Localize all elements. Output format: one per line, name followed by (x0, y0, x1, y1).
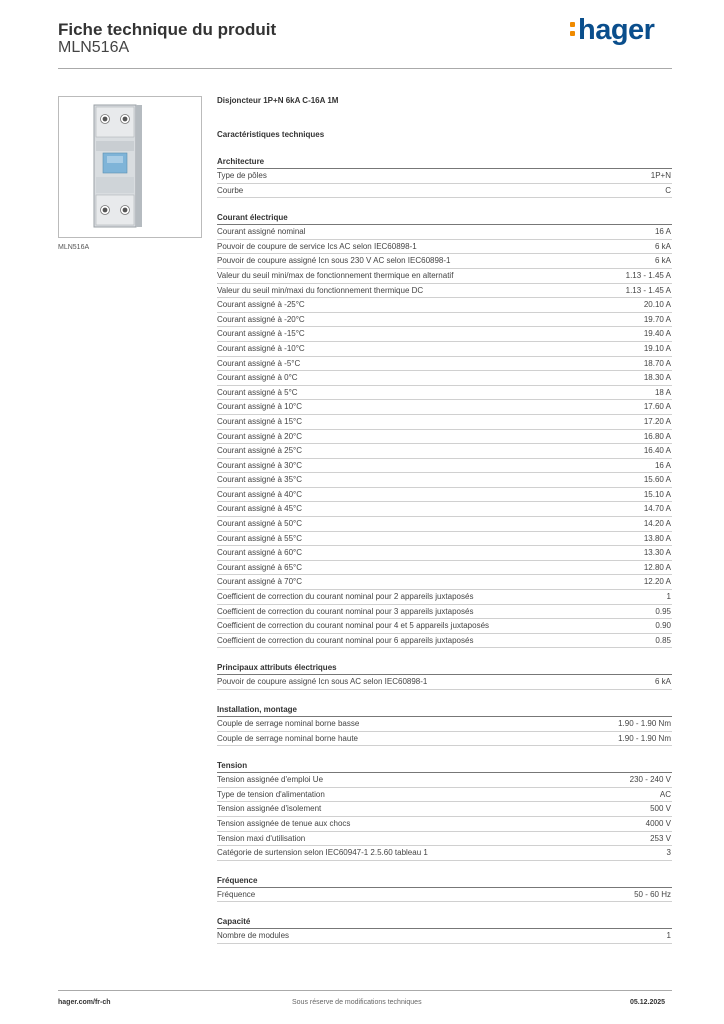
spec-row (217, 802, 672, 817)
spec-label: Valeur du seuil mini/max de fonctionnement thermique en alternatif (217, 270, 454, 280)
spec-value: 17.60 A (643, 402, 671, 412)
spec-value: 253 V (650, 833, 671, 843)
footer-divider (58, 990, 672, 991)
spec-label: Coefficient de correction du courant nominal pour 4 et 5 appareils juxtaposés (217, 621, 490, 631)
logo-mark-icon (570, 14, 576, 40)
spec-row (217, 832, 672, 847)
spec-value: 20.10 A (643, 300, 671, 310)
spec-label: Type de pôles (217, 171, 267, 180)
spec-label: Coefficient de correction du courant nominal pour 2 appareils juxtaposés (217, 592, 474, 602)
spec-label: Courant assigné à -25°C (217, 300, 305, 310)
spec-value: 0.85 (655, 635, 671, 645)
spec-label: Coefficient de correction du courant nominal pour 3 appareils juxtaposés (217, 606, 474, 616)
spec-label: Courant assigné à 15°C (217, 416, 303, 426)
spec-label: Courant assigné à 40°C (217, 489, 303, 499)
spec-value: 1.90 - 1.90 Nm (618, 733, 671, 743)
spec-row (217, 634, 672, 649)
spec-value: 500 V (650, 804, 671, 814)
section-title: Architecture (217, 157, 672, 169)
spec-label: Courant assigné à 45°C (217, 504, 303, 514)
product-image (58, 96, 202, 238)
spec-row (217, 773, 672, 788)
section-title: Installation, montage (217, 705, 672, 717)
circuit-breaker-icon (59, 97, 201, 237)
spec-value: 18 A (654, 387, 671, 397)
spec-row (217, 240, 672, 255)
spec-row (217, 357, 672, 372)
spec-row (217, 386, 672, 401)
spec-value: 13.80 A (643, 533, 671, 543)
spec-section (217, 761, 672, 861)
spec-value: 0.90 (655, 621, 671, 631)
spec-value: 15.10 A (643, 489, 671, 499)
spec-section (217, 876, 672, 903)
spec-label: Catégorie de surtension selon IEC60947-1 2.5.60 tableau 1 (217, 848, 428, 858)
spec-value: 16.40 A (643, 446, 671, 456)
spec-section (217, 705, 672, 746)
spec-row (217, 817, 672, 832)
spec-content (217, 96, 672, 944)
spec-row (217, 459, 672, 474)
spec-label: Courant assigné à -20°C (217, 314, 305, 324)
spec-label: Courant assigné à -5°C (217, 358, 301, 368)
spec-label: Pouvoir de coupure assigné Icn sous 230 V AC selon IEC60898-1 (217, 256, 451, 266)
spec-label: Pouvoir de coupure de service Ics AC selon IEC60898-1 (217, 241, 417, 251)
spec-row (217, 371, 672, 386)
spec-label: Couple de serrage nominal borne haute (217, 733, 358, 743)
spec-row (217, 169, 672, 184)
spec-label: Courant assigné à 20°C (217, 431, 303, 441)
spec-row (217, 717, 672, 732)
image-caption: MLN516A (58, 244, 90, 251)
spec-label: Courant assigné à 5°C (217, 387, 298, 397)
spec-label: Courant assigné à 10°C (217, 402, 303, 412)
spec-value: 16 A (654, 460, 671, 470)
spec-value: 12.20 A (643, 577, 671, 587)
product-reference: MLN516A (58, 39, 130, 56)
spec-label: Courant assigné nominal (217, 227, 306, 237)
page-title: Fiche technique du produit (58, 20, 277, 39)
spec-row (217, 929, 672, 944)
section-title: Tension (217, 761, 672, 773)
spec-value: 6 kA (654, 241, 671, 251)
spec-sections (217, 157, 672, 944)
spec-value: 19.70 A (643, 314, 671, 324)
spec-row (217, 888, 672, 903)
footer-date: 05.12.2025 (630, 999, 666, 1006)
spec-row (217, 342, 672, 357)
spec-value: 3 (666, 848, 671, 858)
spec-label: Fréquence (217, 889, 256, 899)
spec-row (217, 327, 672, 342)
spec-label: Courbe (217, 185, 244, 195)
spec-value: 6 kA (654, 677, 671, 687)
spec-value: 19.40 A (643, 329, 671, 339)
spec-value: C (665, 185, 671, 195)
spec-section (217, 213, 672, 648)
spec-row (217, 846, 672, 861)
product-title: Disjoncteur 1P+N 6kA C-16A 1M (217, 96, 339, 105)
section-title: Capacité (217, 917, 672, 929)
spec-label: Coefficient de correction du courant nominal pour 6 appareils juxtaposés (217, 635, 474, 645)
spec-row (217, 184, 672, 199)
spec-label: Courant assigné à 60°C (217, 548, 303, 558)
spec-value: 6 kA (654, 256, 671, 266)
spec-label: Courant assigné à -10°C (217, 343, 305, 353)
spec-row (217, 269, 672, 284)
spec-row (217, 546, 672, 561)
spec-label: Courant assigné à 70°C (217, 577, 303, 587)
spec-value: 13.30 A (643, 548, 671, 558)
spec-section (217, 157, 672, 198)
spec-label: Courant assigné à 55°C (217, 533, 303, 543)
spec-label: Courant assigné à 65°C (217, 562, 303, 572)
spec-row (217, 732, 672, 747)
spec-value: 15.60 A (643, 475, 671, 485)
spec-row (217, 605, 672, 620)
spec-row (217, 415, 672, 430)
spec-row (217, 788, 672, 803)
spec-row (217, 444, 672, 459)
section-title: Principaux attributs électriques (217, 663, 672, 675)
spec-row (217, 284, 672, 299)
spec-row (217, 590, 672, 605)
spec-row (217, 575, 672, 590)
spec-row (217, 532, 672, 547)
spec-label: Courant assigné à 0°C (217, 373, 298, 383)
spec-value: 14.70 A (643, 504, 671, 514)
spec-section (217, 663, 672, 690)
spec-value: 1.13 - 1.45 A (625, 270, 671, 280)
spec-value: 16.80 A (643, 431, 671, 441)
spec-value: 18.70 A (643, 358, 671, 368)
spec-label: Courant assigné à 35°C (217, 475, 303, 485)
spec-value: 1.13 - 1.45 A (625, 285, 671, 295)
hager-logo (570, 14, 654, 47)
spec-value: 1.90 - 1.90 Nm (618, 719, 671, 728)
spec-row (217, 675, 672, 690)
spec-row (217, 488, 672, 503)
spec-value: 50 - 60 Hz (634, 889, 671, 899)
spec-label: Pouvoir de coupure assigné Icn sous AC selon IEC60898-1 (217, 677, 428, 687)
spec-value: 12.80 A (643, 562, 671, 572)
spec-label: Tension maxi d'utilisation (217, 833, 306, 843)
spec-row (217, 502, 672, 517)
section-title: Fréquence (217, 876, 672, 888)
spec-row (217, 298, 672, 313)
spec-label: Courant assigné à 50°C (217, 519, 303, 529)
spec-row (217, 430, 672, 445)
spec-label: Courant assigné à -15°C (217, 329, 305, 339)
spec-row (217, 619, 672, 634)
spec-row (217, 225, 672, 240)
spec-label: Couple de serrage nominal borne basse (217, 719, 360, 728)
spec-value: 230 - 240 V (629, 775, 671, 785)
spec-value: AC (659, 789, 671, 799)
spec-label: Tension assignée d'isolement (217, 804, 322, 814)
spec-value: 1P+N (650, 171, 671, 180)
spec-value: 4000 V (645, 818, 671, 828)
spec-value: 16 A (654, 227, 671, 237)
logo-text: hager (578, 14, 655, 46)
spec-label: Courant assigné à 30°C (217, 460, 303, 470)
spec-value: 17.20 A (643, 416, 671, 426)
spec-value: 18.30 A (643, 373, 671, 383)
spec-row (217, 254, 672, 269)
spec-heading: Caractéristiques techniques (217, 130, 325, 139)
spec-label: Tension assignée de tenue aux chocs (217, 818, 351, 828)
spec-row (217, 313, 672, 328)
header-divider (58, 68, 672, 69)
spec-section (217, 917, 672, 944)
spec-label: Tension assignée d'emploi Ue (217, 775, 324, 785)
footer-website: hager.com/fr-ch (58, 999, 111, 1006)
spec-value: 0.95 (655, 606, 671, 616)
spec-value: 1 (666, 592, 671, 602)
spec-row (217, 517, 672, 532)
footer-disclaimer: Sous réserve de modifications techniques (292, 999, 422, 1006)
spec-value: 1 (666, 931, 671, 941)
spec-row (217, 473, 672, 488)
spec-label: Courant assigné à 25°C (217, 446, 303, 456)
spec-value: 14.20 A (643, 519, 671, 529)
spec-value: 19.10 A (643, 343, 671, 353)
spec-row (217, 400, 672, 415)
section-title: Courant électrique (217, 213, 672, 225)
spec-label: Type de tension d'alimentation (217, 789, 325, 799)
spec-row (217, 561, 672, 576)
spec-label: Valeur du seuil min/maxi du fonctionnement thermique DC (217, 285, 424, 295)
spec-label: Nombre de modules (217, 931, 290, 941)
